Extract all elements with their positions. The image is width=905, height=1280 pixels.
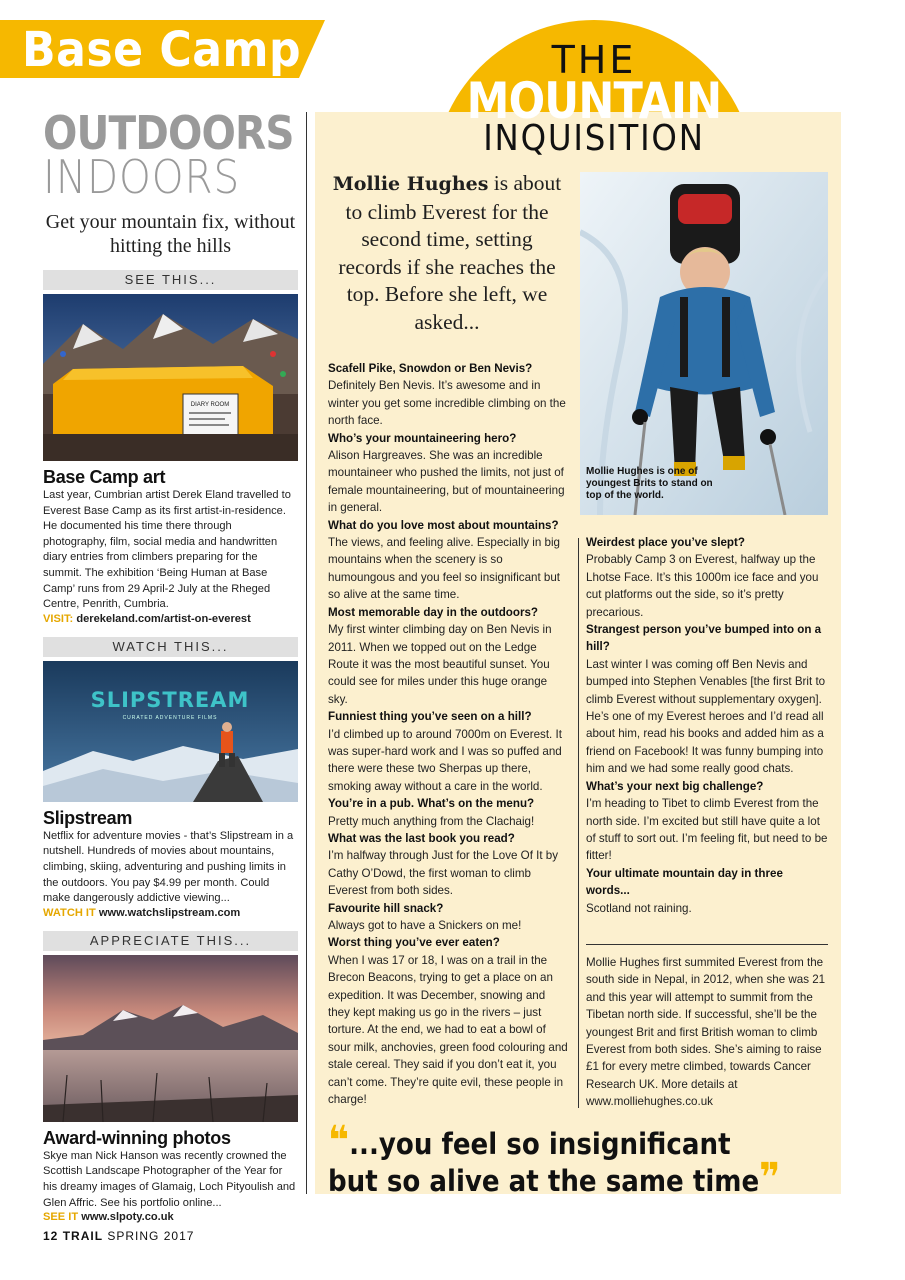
slipstream-heading: Slipstream [43,807,133,828]
qa-answer: Always got to have a Snickers on me! [328,919,522,932]
slipstream-logo: SLIPSTREAM [90,687,250,712]
qa-question: What was the last book you read? [328,831,515,845]
see-this-band: SEE THIS... [43,270,298,290]
see-it-label: SEE IT [43,1211,79,1224]
page-number: 12 [43,1229,59,1243]
qa-answer: When I was 17 or 18, I was on a trail in the Brecon Beacons, trying to get a place on an expedition. It was December, snowing and they kept making us go in the rivers – just torture. At the end, we had to eat a bowl of sour milk, anchovies, green food colouring and stale cereal. They said if you don’t eat it, you can’t come. They’re quite evil, these people in charge! [328,953,568,1107]
photos-body: Skye man Nick Hanson was recently crowned the Scottish Landscape Photographer of the Year for his dreamy images of Glamaig, Loch Pityoulish and Glen Affric. See his portfolio online... [43,1149,296,1209]
base-camp-photo [43,294,298,461]
watch-this-band: WATCH THIS... [43,637,298,657]
qa-column-2 [586,534,828,917]
qa-answer: Scotland not raining. [586,901,692,915]
quote-close-icon: ❞ [759,1155,781,1201]
slipstream-photo [43,661,298,802]
qa-column-1 [328,360,568,1108]
qa-answer: Pretty much anything from the Clachaig! [328,814,535,828]
mollie-photo [580,172,828,515]
qa-answer: I’d climbed up to around 7000m on Everest. It was super-hard work and I was so puffed and there were these two Sherpas up there, smoking away without a care in the world. [328,727,562,793]
indoors-title: INDOORS [43,150,241,204]
feature-title-inquisition: INQUISITION [483,118,705,159]
base-camp-link[interactable]: derekeland.com/artist-on-everest [76,612,251,625]
qa-answer: Last winter I was coming off Ben Nevis and bumped into Stephen Venables [the first Brit to climb Everest without supplementary oxygen]. He’s one of my Everest heroes and I’d read all about him, read his books and added him as a friend on Facebook! It was funny bumping into him and we had some really good chats. [586,657,826,776]
qa-question: Worst thing you’ve ever eaten? [328,936,500,950]
qa-question: Most memorable day in the outdoors? [328,605,538,619]
column-divider [306,112,307,1194]
quote-open-icon: ❝ [328,1118,350,1164]
base-camp-body: Last year, Cumbrian artist Derek Eland travelled to Everest Base Camp as its first artist-in-residence. He documented his time there through photography, film, social media and handwritten diary entries from climbers preparing for the summit. The exhibition ‘Being Human at Base Camp’ runs from 29 April-2 July at the Rheged Centre, Penrith, Cumbria. [43,489,291,611]
bio-rule [586,944,828,945]
photos-link-row [43,1211,298,1223]
pull-quote [328,1118,783,1201]
feature-title-the: THE [551,38,637,82]
landscape-photo [43,955,298,1122]
qa-question: What’s your next big challenge? [586,779,764,793]
qa-question: Strangest person you’ve bumped into on a hill? [586,623,822,654]
issue-name: SPRING 2017 [107,1229,195,1243]
photo-caption: Mollie Hughes is one of youngest Brits to stand on top of the world. [586,466,713,501]
qa-answer: Definitely Ben Nevis. It’s awesome and in winter you get some incredible climbing on the north face. [328,379,566,428]
qa-answer: Alison Hargreaves. She was an incredible mountaineer who pushed the limits, not just of female mountaineering, but of mountaineering in general. [328,449,565,515]
qa-answer: Probably Camp 3 on Everest, halfway up the Lhotse Face. It’s this 1000m ice face and you cut platforms out the side, so it’s pretty precarious. [586,553,819,619]
qa-answer: The views, and feeling alive. Especially in big mountains when the scenery is so humoungous and you feel so insignificant but so alive at the same time. [328,536,561,602]
qa-answer: My first winter climbing day on Ben Nevis in 2011. When we topped out on the Ledge Route it was the most beautiful sunset. You could see for miles under this huge orange sky. [328,623,552,706]
slipstream-body: Netflix for adventure movies - that’s Slipstream in a nutshell. Hundreds of movies about mountains, climbing, skiing, adventuring and pushing limits in the outdoors. You pay $4.99 per month. Could make dangerously addictive viewing... [43,829,294,905]
magazine-name: TRAIL [62,1229,104,1243]
qa-question: You’re in a pub. What’s on the menu? [328,797,535,811]
base-camp-link-row [43,613,298,625]
base-camp-heading: Base Camp art [43,467,166,487]
qa-column-rule [578,538,579,1108]
qa-question: Funniest thing you’ve seen on a hill? [328,710,532,724]
qa-question: Scafell Pike, Snowdon or Ben Nevis? [328,362,533,375]
qa-question: Favourite hill snack? [328,901,444,915]
slipstream-link[interactable]: www.watchslipstream.com [98,906,241,919]
qa-question: Your ultimate mountain day in three words... [586,866,783,898]
visit-label: VISIT: [43,612,74,625]
left-column [43,106,298,1224]
watch-it-label: WATCH IT [43,906,96,919]
page-footer [43,1229,194,1243]
pull-quote-text: ...you feel so insignificant but so alive at the same time [328,1127,760,1198]
qa-question: Who’s your mountaineering hero? [328,431,517,445]
qa-question: What do you love most about mountains? [328,518,559,532]
photos-link[interactable]: www.slpoty.co.uk [81,1211,174,1224]
left-subtitle: Get your mountain fix, without hitting the hills [45,211,296,257]
photos-heading: Award-winning photos [43,1127,231,1148]
qa-question: Weirdest place you’ve slept? [586,536,745,549]
intro-name: Mollie Hughes [332,173,489,195]
bio-text: Mollie Hughes first summited Everest from the south side in Nepal, in 2012, when she was 21 and this year will attempt to summit from the Tibetan north side. If successful, she’ll be the youngest Brit and first British woman to climb Everest from both sides. She’s aiming to raise £1 for every metre climbed, towards Cancer Research UK. More details at www.molliehughes.co.uk [586,956,826,1109]
feature-title-mountain: MOUNTAIN [466,72,722,130]
qa-answer: I’m heading to Tibet to climb Everest from the north side. I’m excited but still have quite a lot of stuff to sort out. I’m feeling fit, but need to be fitter! [586,797,828,863]
outdoors-title: OUTDOORS [43,106,294,160]
slipstream-link-row [43,907,298,919]
slipstream-logo-sub: CURATED ADVENTURE FILMS [122,714,218,721]
feature-intro [328,170,566,336]
appreciate-this-band: APPRECIATE THIS... [43,931,298,951]
tent-sign-text: DIARY ROOM [190,402,230,408]
qa-answer: I’m halfway through Just for the Love Of It by Cathy O’Dowd, the first woman to climb Everest from both sides. [328,849,559,898]
intro-text: is about to climb Everest for the second time, setting records if she reaches the top. Before she left, we asked... [338,171,562,334]
section-title: Base Camp [22,22,302,78]
